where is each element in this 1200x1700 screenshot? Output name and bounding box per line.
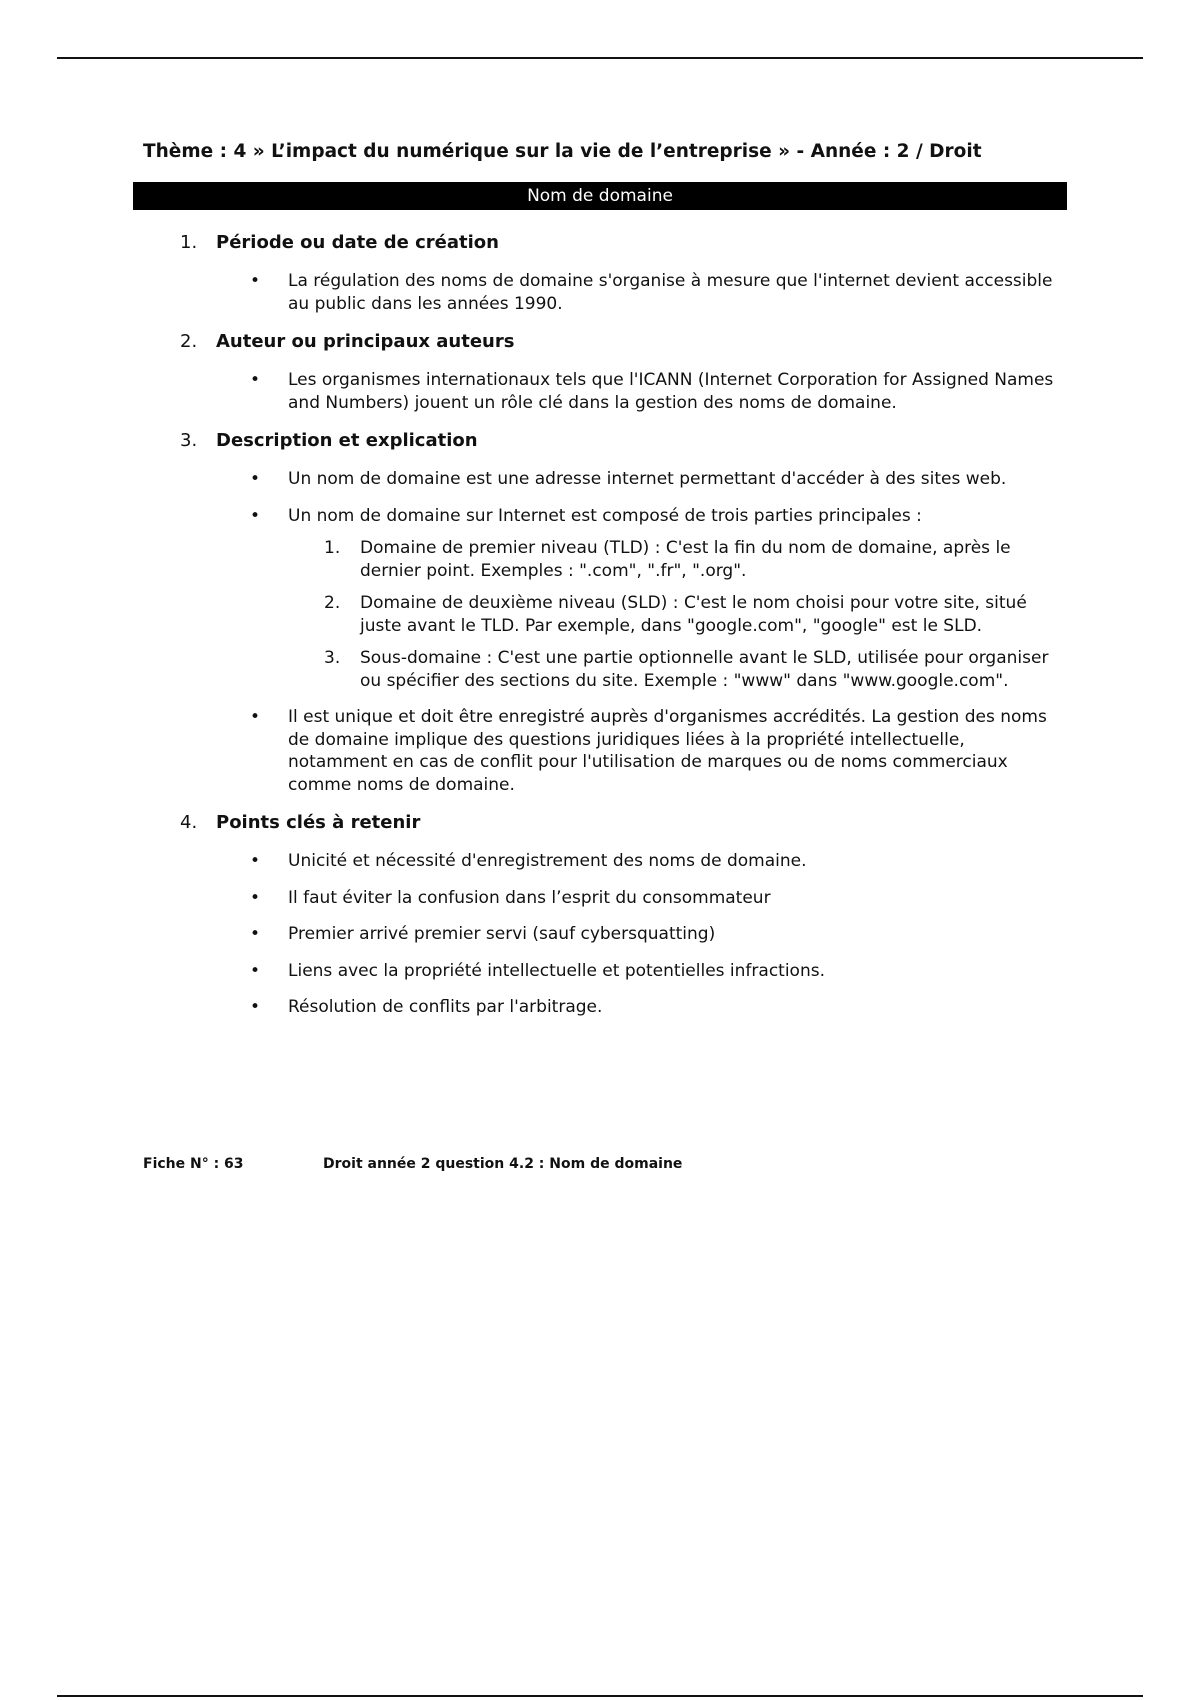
sublist-item xyxy=(324,647,1060,692)
section-number: 4. xyxy=(180,812,198,833)
list-item-text: Il faut éviter la confusion dans l’esprit du consommateur xyxy=(288,887,771,908)
section-title: Période ou date de création xyxy=(216,232,499,253)
bullet-icon: • xyxy=(250,469,261,489)
document-body xyxy=(0,220,1200,1029)
bullet-icon: • xyxy=(250,271,261,291)
bullet-icon: • xyxy=(250,924,261,944)
theme-heading: Thème : 4 » L’impact du numérique sur la vie de l’entreprise » - Année : 2 / Droit xyxy=(143,141,982,162)
list-item xyxy=(250,501,1058,697)
bullet-list xyxy=(0,365,1200,418)
bullet-icon: • xyxy=(250,887,261,908)
bullet-icon: • xyxy=(250,370,261,390)
bullet-icon: • xyxy=(250,997,261,1017)
numbered-sublist xyxy=(288,537,1058,692)
sublist-item xyxy=(324,537,1060,582)
section-number: 2. xyxy=(180,331,198,352)
list-item xyxy=(250,919,1058,950)
list-item-text: Un nom de domaine sur Internet est composé de trois parties principales : xyxy=(288,505,922,526)
sublist-text: Domaine de premier niveau (TLD) : C'est la fin du nom de domaine, après le dernier point. Exemples : ".com", ".fr", ".org". xyxy=(360,538,1011,581)
section-number: 1. xyxy=(180,232,198,253)
sublist-number: 3. xyxy=(324,648,341,668)
list-item-text: Résolution de conflits par l'arbitrage. xyxy=(288,997,603,1017)
section-heading xyxy=(0,226,1200,260)
list-item-text: Il est unique et doit être enregistré auprès d'organismes accrédités. La gestion des noms de domaine implique des questions juridiques liées à la propriété intellectuelle, notamment en cas de conflit pour l'utilisation de marques ou de noms commerciaux comme noms de domaine. xyxy=(288,707,1047,795)
section-title: Points clés à retenir xyxy=(216,812,421,833)
sublist-number: 1. xyxy=(324,538,341,558)
section-title: Auteur ou principaux auteurs xyxy=(216,331,515,352)
list-item-text: Un nom de domaine est une adresse internet permettant d'accéder à des sites web. xyxy=(288,469,1007,489)
list-item-text: Liens avec la propriété intellectuelle et potentielles infractions. xyxy=(288,960,825,981)
bullet-icon: • xyxy=(250,960,261,981)
bullet-icon: • xyxy=(250,505,261,526)
bottom-rule xyxy=(57,1695,1143,1697)
footer-subject: Droit année 2 question 4.2 : Nom de domaine xyxy=(323,1156,683,1172)
bullet-icon: • xyxy=(250,707,261,727)
list-item-text: Les organismes internationaux tels que l'ICANN (Internet Corporation for Assigned Names and Numbers) jouent un rôle clé dans la gestion des noms de domaine. xyxy=(288,370,1054,413)
sublist-item xyxy=(324,592,1060,637)
section-heading xyxy=(0,806,1200,840)
section-heading xyxy=(0,424,1200,458)
list-item xyxy=(250,365,1058,418)
sublist-number: 2. xyxy=(324,593,341,613)
sublist-text: Domaine de deuxième niveau (SLD) : C'est le nom choisi pour votre site, situé juste avant le TLD. Par exemple, dans "google.com", "google" est le SLD. xyxy=(360,593,1027,636)
list-item xyxy=(250,464,1058,495)
list-item-text: La régulation des noms de domaine s'organise à mesure que l'internet devient accessible au public dans les années 1990. xyxy=(288,271,1053,314)
bullet-list xyxy=(0,464,1200,800)
section-heading xyxy=(0,325,1200,359)
list-item xyxy=(250,266,1058,319)
list-item xyxy=(250,883,1058,914)
bullet-list xyxy=(0,846,1200,1023)
list-item xyxy=(250,846,1058,877)
list-item-text: Unicité et nécessité d'enregistrement des noms de domaine. xyxy=(288,851,807,871)
top-rule xyxy=(57,57,1143,59)
list-item xyxy=(250,702,1058,800)
bullet-icon: • xyxy=(250,851,261,871)
section-title: Description et explication xyxy=(216,430,478,451)
bullet-list xyxy=(0,266,1200,319)
fiche-number: Fiche N° : 63 xyxy=(143,1156,244,1172)
sublist-text: Sous-domaine : C'est une partie optionnelle avant le SLD, utilisée pour organiser ou spécifier des sections du site. Exemple : "www" dans "www.google.com". xyxy=(360,648,1049,691)
list-item xyxy=(250,992,1058,1023)
list-item xyxy=(250,956,1058,987)
title-banner: Nom de domaine xyxy=(133,182,1067,210)
list-item-text: Premier arrivé premier servi (sauf cybersquatting) xyxy=(288,924,716,944)
section-number: 3. xyxy=(180,430,198,451)
